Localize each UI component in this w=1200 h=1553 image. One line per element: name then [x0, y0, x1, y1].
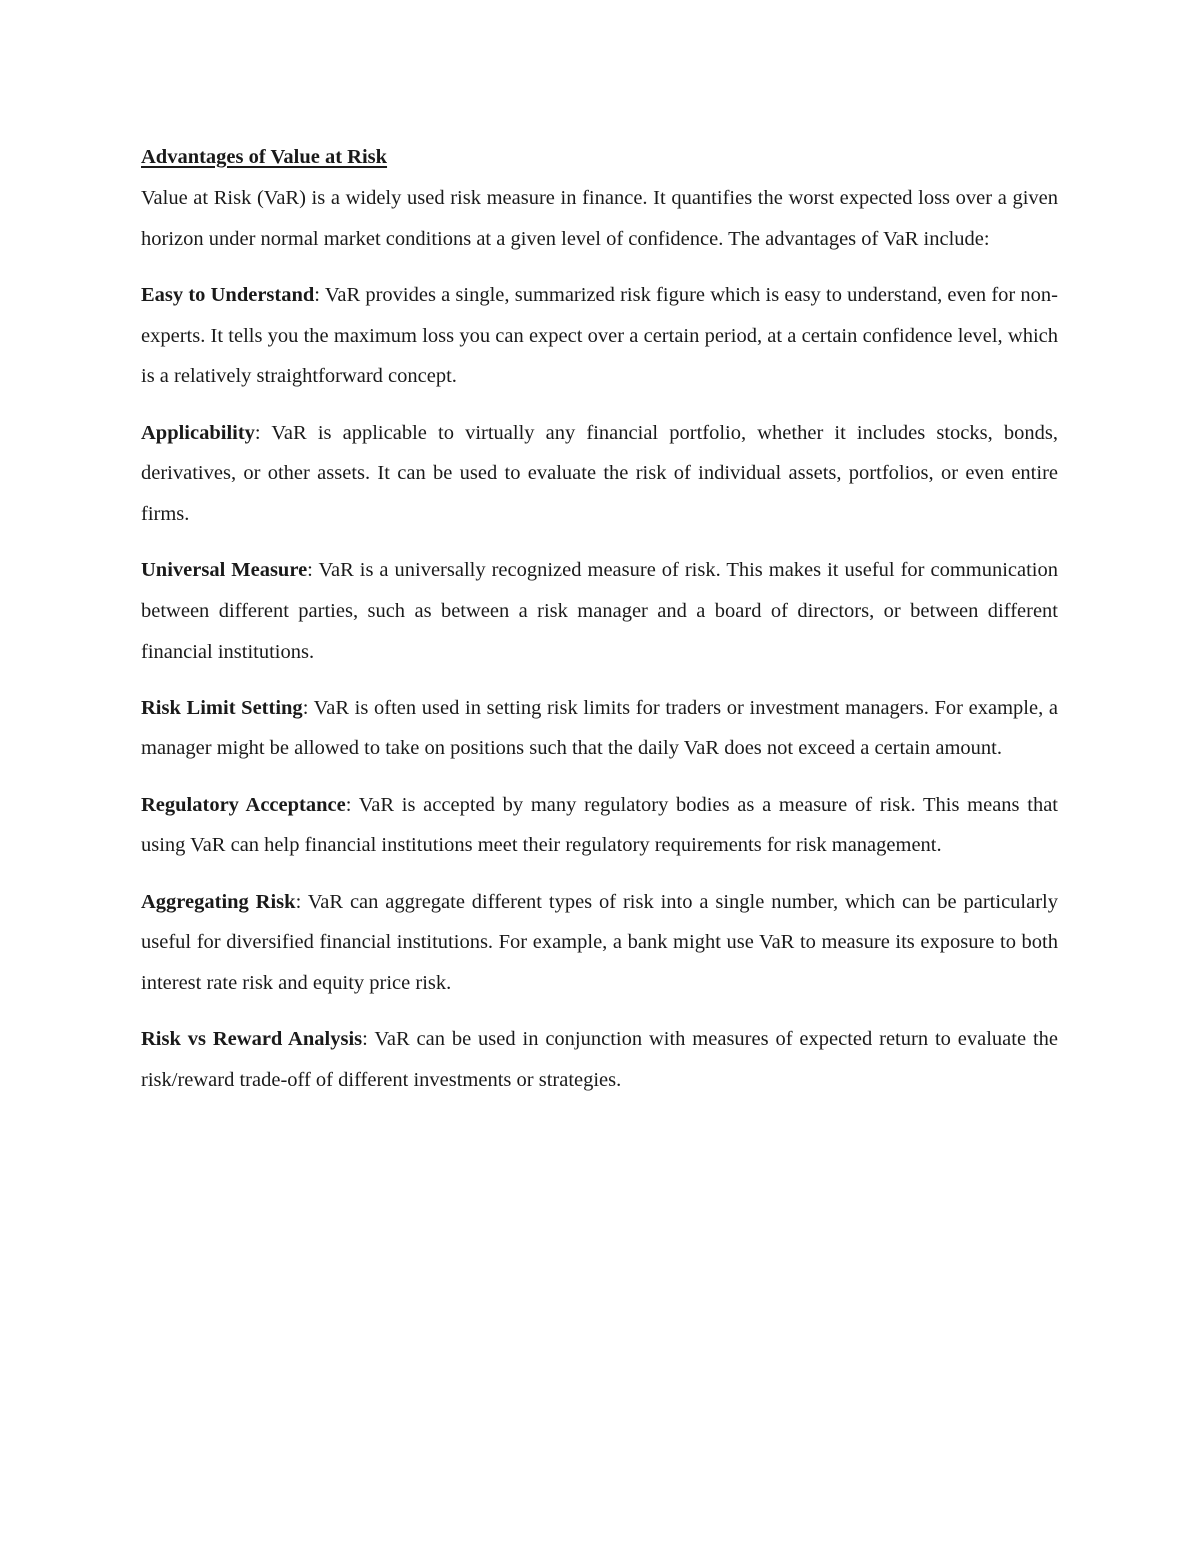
advantage-text: : VaR is accepted by many regulatory bodies as a measure of risk. This means that using VaR can help financial institutions meet their regulatory requirements for risk management.	[141, 793, 1058, 857]
advantage-paragraph-easy-to-understand	[141, 275, 1058, 397]
advantage-term: Easy to Understand	[141, 283, 315, 306]
advantage-paragraph-regulatory-acceptance	[141, 785, 1058, 866]
advantage-text: : VaR can be used in conjunction with measures of expected return to evaluate the risk/reward trade-off of different investments or strategies.	[141, 1028, 1058, 1091]
advantage-paragraph-aggregating-risk	[141, 882, 1058, 1004]
advantage-term: Applicability	[141, 421, 255, 444]
advantage-term: Risk vs Reward Analysis	[141, 1028, 363, 1051]
advantage-text: : VaR is applicable to virtually any financial portfolio, whether it includes stocks, bonds, derivatives, or other assets. It can be used to evaluate the risk of individual assets, portfolios, or even entire firms.	[141, 421, 1058, 525]
advantage-paragraph-universal-measure	[141, 550, 1058, 672]
advantage-text: : VaR can aggregate different types of risk into a single number, which can be particularly useful for diversified financial institutions. For example, a bank might use VaR to measure its exposure to both interest rate risk and equity price risk.	[141, 890, 1058, 994]
document-body	[141, 140, 1058, 1101]
advantage-term: Aggregating Risk	[141, 890, 296, 913]
advantage-paragraph-risk-vs-reward	[141, 1019, 1058, 1100]
advantage-term: Risk Limit Setting	[141, 696, 303, 719]
advantage-paragraph-applicability	[141, 413, 1058, 535]
advantage-paragraph-risk-limit-setting	[141, 688, 1058, 769]
document-title: Advantages of Value at Risk	[141, 146, 388, 168]
advantage-text: : VaR is a universally recognized measure of risk. This makes it useful for communication between different parties, such as between a risk manager and a board of directors, or between different financial institutions.	[141, 559, 1058, 663]
advantage-text: : VaR provides a single, summarized risk figure which is easy to understand, even for non-experts. It tells you the maximum loss you can expect over a certain period, at a certain confidence level, which is a relatively straightforward concept.	[141, 283, 1059, 388]
advantage-term: Universal Measure	[141, 559, 308, 582]
intro-paragraph: Value at Risk (VaR) is a widely used risk measure in finance. It quantifies the worst expected loss over a given horizon under normal market conditions at a given level of confidence. The advantages of VaR include:	[141, 187, 1058, 250]
advantage-term: Regulatory Acceptance	[141, 793, 346, 816]
advantage-text: : VaR is often used in setting risk limits for traders or investment managers. For example, a manager might be allowed to take on positions such that the daily VaR does not exceed a certain amount.	[141, 696, 1058, 760]
